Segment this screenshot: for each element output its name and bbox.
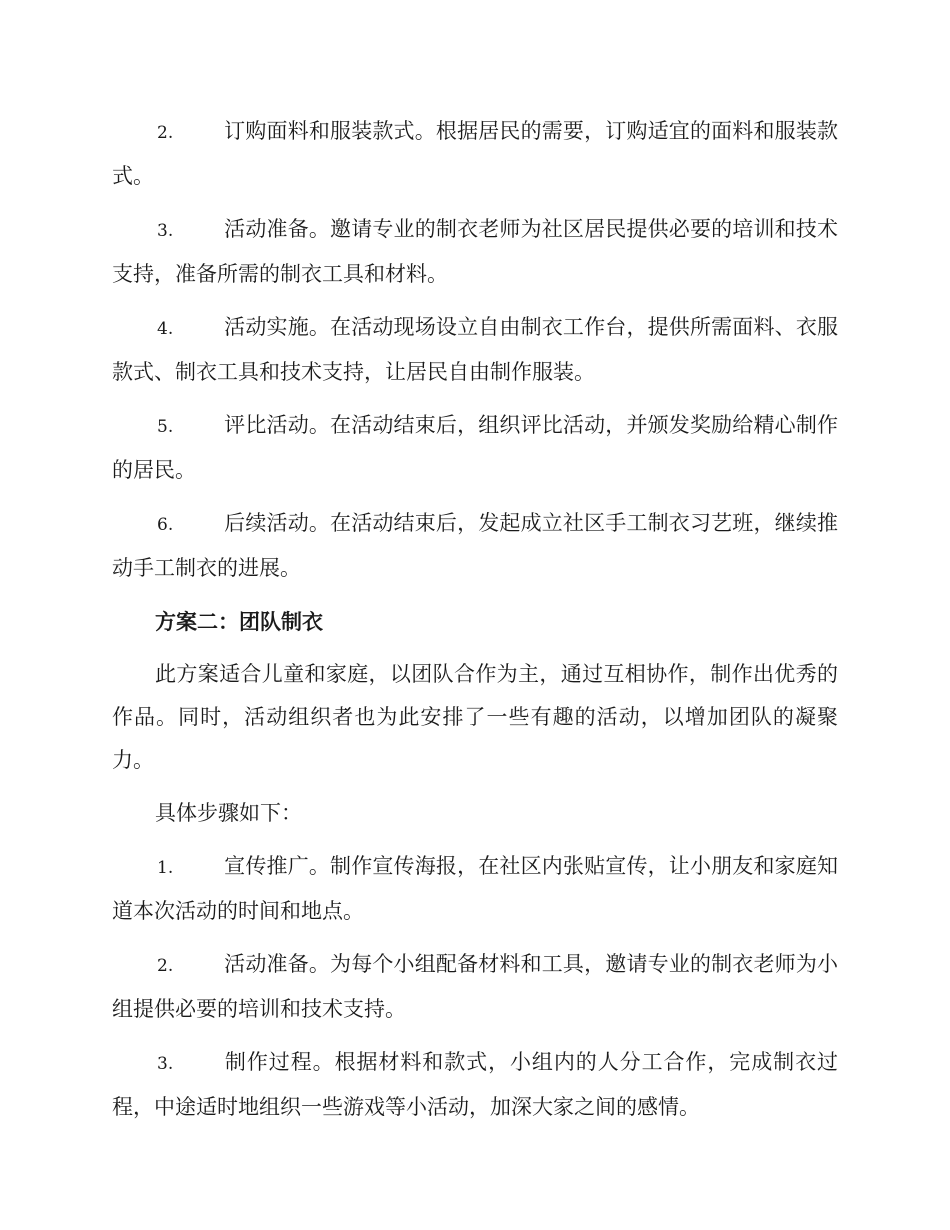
list-item-text: 宣传推广。制作宣传海报，在社区内张贴宣传，让小朋友和家庭知道本次活动的时间和地点。 <box>112 854 838 923</box>
list-item-number: 6. <box>157 515 174 535</box>
list-item-number: 2. <box>157 123 174 143</box>
list-item-text: 活动准备。为每个小组配备材料和工具，邀请专业的制衣老师为小组提供必要的培训和技术支持。 <box>112 952 838 1021</box>
list-item <box>112 404 838 492</box>
list-item-text: 活动准备。邀请专业的制衣老师为社区居民提供必要的培训和技术支持，准备所需的制衣工具和材料。 <box>112 217 838 286</box>
list-item-number: 3. <box>157 221 174 241</box>
list-item <box>112 1041 838 1129</box>
list-item-number: 1. <box>157 858 174 878</box>
document-body <box>112 0 838 1129</box>
section-intro-paragraph: 此方案适合儿童和家庭，以团队合作为主，通过互相协作，制作出优秀的作品。同时，活动组织者也为此安排了一些有趣的活动，以增加团队的凝聚力。 <box>112 662 838 772</box>
list-item-text: 订购面料和服装款式。根据居民的需要，订购适宜的面料和服装款式。 <box>112 119 838 188</box>
steps-label: 具体步骤如下： <box>155 801 302 825</box>
section-heading: 方案二：团队制衣 <box>155 609 323 634</box>
list-item-number: 2. <box>157 956 174 976</box>
list-item-number: 3. <box>157 1054 174 1074</box>
list-item-text: 后续活动。在活动结束后，发起成立社区手工制衣习艺班，继续推动手工制衣的进展。 <box>112 511 838 580</box>
list-item <box>112 208 838 296</box>
list-item <box>112 110 838 198</box>
list-item-text: 评比活动。在活动结束后，组织评比活动，并颁发奖励给精心制作的居民。 <box>112 413 838 482</box>
list-item-text: 制作过程。根据材料和款式，小组内的人分工合作，完成制衣过程，中途适时地组织一些游戏等小活动，加深大家之间的感情。 <box>112 1050 838 1119</box>
list-item <box>112 943 838 1031</box>
list-item-number: 5. <box>157 417 174 437</box>
list-item-number: 4. <box>157 319 174 339</box>
list-item <box>112 306 838 394</box>
list-item-text: 活动实施。在活动现场设立自由制衣工作台，提供所需面料、衣服款式、制衣工具和技术支持，让居民自由制作服装。 <box>112 315 838 384</box>
list-item <box>112 845 838 933</box>
list-item <box>112 502 838 590</box>
